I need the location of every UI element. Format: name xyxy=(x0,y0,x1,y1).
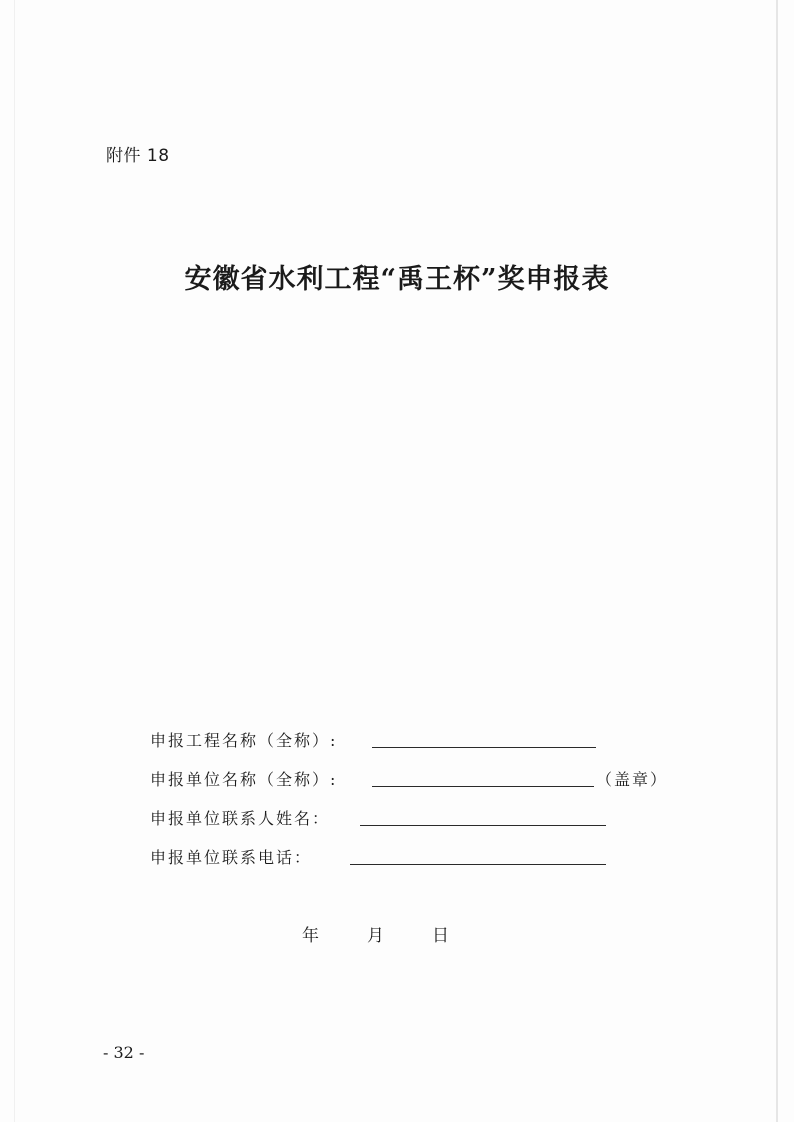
project-name-field[interactable] xyxy=(372,747,596,748)
attachment-label: 附件 18 xyxy=(106,146,170,166)
form-row-contact-name xyxy=(150,802,710,830)
date-year: 年 xyxy=(302,926,319,946)
unit-name-label: 申报单位名称（全称）: xyxy=(150,770,338,789)
unit-name-field[interactable] xyxy=(372,786,594,787)
seal-note: （盖章） xyxy=(596,770,669,789)
document-title: 安徽省水利工程“禹王杯”奖申报表 xyxy=(184,264,610,295)
scan-edge-left xyxy=(14,0,15,1122)
form-row-unit-name xyxy=(150,763,710,791)
project-name-label: 申报工程名称（全称）: xyxy=(150,731,338,750)
form-row-contact-phone xyxy=(150,841,710,869)
date-day: 日 xyxy=(432,926,449,946)
form-row-project-name xyxy=(150,724,710,752)
contact-name-field[interactable] xyxy=(360,825,606,826)
page-number: - 32 - xyxy=(103,1043,145,1062)
contact-phone-field[interactable] xyxy=(350,864,606,865)
contact-name-label: 申报单位联系人姓名： xyxy=(150,809,331,828)
application-form xyxy=(150,724,710,880)
contact-phone-label: 申报单位联系电话： xyxy=(150,848,313,867)
date-month: 月 xyxy=(367,926,384,946)
scan-edge-right xyxy=(776,0,778,1122)
